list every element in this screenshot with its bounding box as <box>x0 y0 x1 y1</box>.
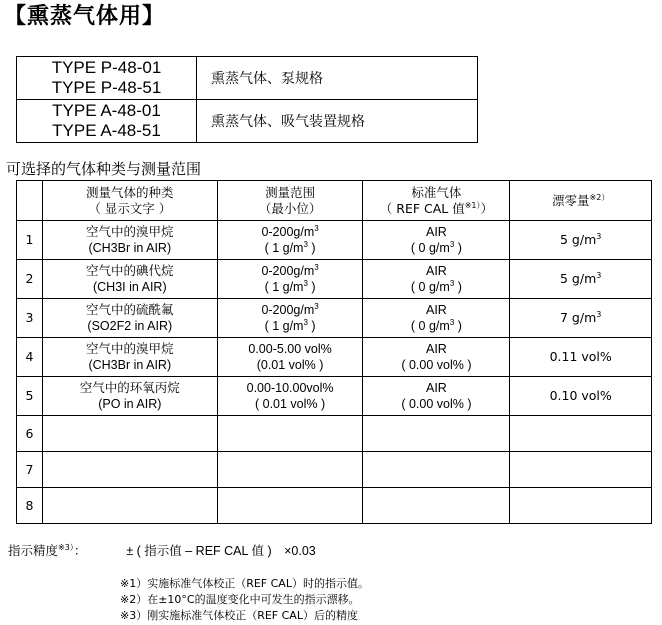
gas-range: $0-200g/m^3$ ( 1 $g/m^3$ ) <box>217 221 363 260</box>
gas-table <box>16 180 652 524</box>
row-number: 8 <box>17 488 43 524</box>
gas-range: $0-200g/m^3$ ( 1 $g/m^3$ ) <box>217 299 363 338</box>
type-code: TYPE P-48-51 <box>51 78 162 97</box>
type-row <box>17 100 478 143</box>
type-code: TYPE A-48-01 <box>52 101 161 120</box>
type-codes <box>17 57 197 100</box>
gas-drift: 5 $g/m^3$ <box>510 260 652 299</box>
gas-drift: 7 $g/m^3$ <box>510 299 652 338</box>
gas-name: 空气中的环氧丙烷 (PO in AIR) <box>42 377 217 416</box>
table-row <box>17 377 652 416</box>
accuracy-note: ※3） <box>58 542 74 552</box>
row-number: 7 <box>17 452 43 488</box>
type-table <box>16 56 478 143</box>
type-codes <box>17 100 197 143</box>
empty-row <box>17 452 652 488</box>
accuracy-colon: ： <box>73 543 87 558</box>
gas-ref: AIR ( 0 $g/m^3$ ) <box>363 221 510 260</box>
gas-range: 0.00-10.00vol% ( 0.01 vol% ) <box>217 377 363 416</box>
row-number: 6 <box>17 416 43 452</box>
gas-range: 0.00-5.00 vol% (0.01 vol% ) <box>217 338 363 377</box>
row-number: 5 <box>17 377 43 416</box>
gas-name: 空气中的溴甲烷 (CH3Br in AIR) <box>42 221 217 260</box>
header-number <box>17 181 43 221</box>
gas-drift: 0.10 vol% <box>510 377 652 416</box>
gas-drift: 0.11 vol% <box>510 338 652 377</box>
accuracy-line <box>8 543 316 559</box>
row-number: 3 <box>17 299 43 338</box>
gas-name: 空气中的碘代烷 (CH3I in AIR) <box>42 260 217 299</box>
row-number: 2 <box>17 260 43 299</box>
empty-row <box>17 416 652 452</box>
type-spec: 熏蒸气体、吸气装置规格 <box>197 100 478 143</box>
page-title: 【熏蒸气体用】 <box>4 4 166 29</box>
header-drift: 漂零量$^{※2)}$ <box>510 181 652 221</box>
gas-drift: 5 $g/m^3$ <box>510 221 652 260</box>
type-code: TYPE A-48-51 <box>52 121 161 140</box>
footnotes <box>120 576 369 624</box>
empty-row <box>17 488 652 524</box>
footnote: ※2）在±10°C的温度变化中可发生的指示漂移。 <box>120 593 360 606</box>
gas-ref: AIR ( 0.00 vol% ) <box>363 377 510 416</box>
row-number: 4 <box>17 338 43 377</box>
header-range: 测量范围 （最小位） <box>217 181 363 221</box>
type-spec: 熏蒸气体、泵规格 <box>197 57 478 100</box>
table-row <box>17 260 652 299</box>
accuracy-formula: ± ( 指示值 – REF CAL 值 ) ×0.03 <box>126 544 316 558</box>
footnote: ※3）刚实施标准气体校正（REF CAL）后的精度 <box>120 609 358 622</box>
gas-ref: AIR ( 0 $g/m^3$ ) <box>363 299 510 338</box>
gas-range: $0-200g/m^3$ ( 1 $g/m^3$ ) <box>217 260 363 299</box>
gas-table-header <box>17 181 652 221</box>
table-row <box>17 299 652 338</box>
gas-name: 空气中的硫酰氟 (SO2F2 in AIR) <box>42 299 217 338</box>
table-row <box>17 221 652 260</box>
gas-ref: AIR ( 0.00 vol% ) <box>363 338 510 377</box>
header-ref-gas: 标准气体 （ REF CAL 值$^{※1)}$） <box>363 181 510 221</box>
gas-name: 空气中的溴甲烷 (CH3Br in AIR) <box>42 338 217 377</box>
section-title: 可选择的气体种类与测量范围 <box>6 160 202 178</box>
footnote: ※1）实施标准气体校正（REF CAL）时的指示值。 <box>120 577 369 590</box>
table-row <box>17 338 652 377</box>
type-row <box>17 57 478 100</box>
header-gas: 测量气体的种类 （ 显示文字 ） <box>42 181 217 221</box>
accuracy-label: 指示精度 <box>8 543 59 558</box>
gas-ref: AIR ( 0 $g/m^3$ ) <box>363 260 510 299</box>
type-code: TYPE P-48-01 <box>51 58 162 77</box>
row-number: 1 <box>17 221 43 260</box>
